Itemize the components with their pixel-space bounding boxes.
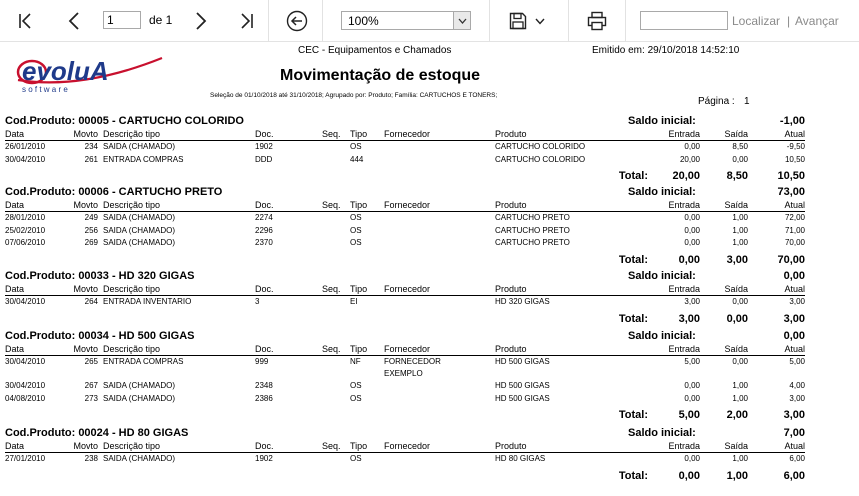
toolbar-separator — [568, 0, 569, 42]
find-link[interactable]: Localizar — [732, 14, 781, 28]
cell-tipo: OS — [350, 225, 362, 235]
cell-entrada: 0,00 — [684, 454, 700, 463]
column-header-entrada: Entrada — [668, 344, 700, 354]
column-header-descricao: Descrição tipo — [103, 129, 161, 139]
cell-descricao: SAIDA (CHAMADO) — [103, 393, 176, 403]
product-group-title: Cod.Produto: 00005 - CARTUCHO COLORIDO — [5, 115, 244, 127]
column-header-entrada: Entrada — [668, 441, 700, 451]
column-header-entrada: Entrada — [668, 284, 700, 294]
header-underline — [5, 295, 805, 296]
cell-saida: 1,00 — [732, 225, 748, 235]
emission-date: Emitido em: 29/10/2018 14:52:10 — [592, 45, 740, 56]
column-header-tipo: Tipo — [350, 441, 368, 451]
cell-saida: 1,00 — [732, 393, 748, 403]
cell-produto: HD 500 GIGAS — [495, 393, 550, 403]
cell-tipo: NF — [350, 357, 361, 366]
saldo-inicial-label: Saldo inicial: — [628, 186, 696, 198]
cell-doc: 1902 — [255, 454, 273, 463]
first-page-icon — [18, 12, 34, 30]
cell-movto: 269 — [84, 238, 98, 247]
cell-entrada: 3,00 — [684, 297, 700, 306]
zoom-select[interactable] — [341, 11, 471, 30]
cell-tipo: OS — [350, 393, 362, 403]
column-header-atual: Atual — [784, 284, 805, 294]
cell-atual: 10,50 — [784, 154, 805, 164]
column-header-tipo: Tipo — [350, 284, 368, 294]
find-next-link[interactable]: Avançar — [795, 14, 839, 28]
column-header-data: Data — [5, 200, 25, 210]
cell-produto: HD 320 GIGAS — [495, 297, 550, 306]
column-header-data: Data — [5, 344, 25, 354]
column-header-seq: Seq. — [322, 344, 341, 354]
column-header-doc: Doc. — [255, 200, 274, 210]
product-group-title: Cod.Produto: 00006 - CARTUCHO PRETO — [5, 186, 223, 198]
column-header-descricao: Descrição tipo — [103, 200, 161, 210]
save-disk-icon — [509, 12, 527, 30]
cell-movto: 249 — [84, 213, 98, 222]
cell-saida: 1,00 — [732, 213, 748, 222]
saldo-inicial-label: Saldo inicial: — [628, 427, 696, 439]
total-label: Total: — [618, 253, 648, 266]
cell-produto: HD 80 GIGAS — [495, 454, 546, 463]
search-input[interactable] — [640, 11, 728, 30]
column-header-fornecedor: Fornecedor — [384, 441, 431, 451]
column-header-descricao: Descrição tipo — [103, 344, 161, 354]
cell-doc: 2348 — [255, 381, 273, 390]
evolua-logo — [12, 50, 172, 96]
cell-doc: 2296 — [255, 225, 273, 235]
cell-entrada: 0,00 — [684, 381, 700, 390]
column-header-produto: Produto — [495, 200, 527, 210]
column-header-produto: Produto — [495, 344, 527, 354]
cell-descricao: ENTRADA COMPRAS — [103, 357, 184, 366]
cell-entrada: 0,00 — [684, 238, 700, 247]
find-separator: | — [787, 14, 791, 28]
column-header-saida: Saída — [724, 441, 748, 451]
cell-produto: CARTUCHO PRETO — [495, 238, 570, 247]
cell-entrada: 0,00 — [684, 393, 700, 403]
column-header-tipo: Tipo — [350, 344, 368, 354]
column-header-fornecedor: Fornecedor — [384, 129, 431, 139]
column-header-entrada: Entrada — [668, 200, 700, 210]
column-header-saida: Saída — [724, 344, 748, 354]
total-atual: 3,00 — [783, 409, 805, 421]
cell-tipo: OS — [350, 142, 362, 151]
cell-atual: 4,00 — [789, 381, 805, 390]
cell-movto: 238 — [84, 454, 98, 463]
cell-tipo: OS — [350, 454, 362, 463]
cell-doc: 2386 — [255, 393, 273, 403]
cell-entrada: 20,00 — [679, 154, 700, 164]
save-button[interactable] — [507, 0, 529, 42]
report-filter: Seleção de 01/10/2018 até 31/10/2018; Agrupado por: Produto; Família: CARTUCHOS E TONERS; — [210, 92, 498, 99]
total-saida: 1,00 — [726, 469, 748, 482]
cell-atual: 71,00 — [784, 225, 805, 235]
column-header-atual: Atual — [784, 344, 805, 354]
total-saida: 0,00 — [726, 312, 748, 325]
total-entrada: 5,00 — [678, 409, 700, 421]
column-header-data: Data — [5, 441, 25, 451]
cell-tipo: EI — [350, 297, 358, 306]
toolbar-separator — [489, 0, 490, 42]
column-header-produto: Produto — [495, 441, 527, 451]
printer-icon — [587, 11, 607, 31]
chevron-left-icon — [68, 12, 80, 30]
cell-atual: 5,00 — [789, 357, 805, 366]
cell-doc: 2370 — [255, 238, 273, 247]
cell-entrada: 0,00 — [684, 225, 700, 235]
cell-data: 30/04/2010 — [5, 154, 46, 164]
cell-produto: HD 500 GIGAS — [495, 357, 550, 366]
cell-descricao: SAIDA (CHAMADO) — [103, 225, 176, 235]
total-atual: 6,00 — [783, 469, 805, 482]
cell-doc: 3 — [255, 297, 260, 306]
total-label: Total: — [618, 170, 648, 182]
cell-doc: 999 — [255, 357, 269, 366]
page-label: Página : — [698, 96, 735, 107]
cell-atual: 72,00 — [784, 213, 805, 222]
cell-descricao: SAIDA (CHAMADO) — [103, 213, 176, 222]
cell-movto: 234 — [84, 142, 98, 151]
back-button[interactable] — [283, 0, 311, 42]
cell-data: 25/02/2010 — [5, 225, 46, 235]
total-entrada: 20,00 — [672, 170, 700, 182]
column-header-entrada: Entrada — [668, 129, 700, 139]
cell-data: 30/04/2010 — [5, 297, 46, 306]
cell-movto: 264 — [84, 297, 98, 306]
saldo-inicial-value: 73,00 — [777, 186, 805, 198]
column-header-fornecedor: Fornecedor — [384, 200, 431, 210]
column-header-tipo: Tipo — [350, 200, 368, 210]
cell-atual: -9,50 — [786, 142, 805, 151]
cell-produto: CARTUCHO PRETO — [495, 225, 570, 235]
column-header-atual: Atual — [784, 441, 805, 451]
cell-saida: 0,00 — [732, 297, 748, 306]
cell-data: 28/01/2010 — [5, 213, 46, 222]
header-underline — [5, 140, 805, 141]
column-header-fornecedor: Fornecedor — [384, 344, 431, 354]
next-page-button[interactable] — [190, 0, 212, 42]
cell-tipo: OS — [350, 213, 362, 222]
saldo-inicial-value: 0,00 — [783, 270, 805, 282]
cell-movto: 273 — [84, 393, 98, 403]
total-atual: 10,50 — [777, 170, 805, 182]
cell-descricao: SAIDA (CHAMADO) — [103, 142, 176, 151]
total-atual: 70,00 — [777, 253, 805, 266]
header-underline — [5, 211, 805, 212]
total-saida: 2,00 — [726, 409, 748, 421]
last-page-icon — [238, 12, 254, 30]
cell-descricao: SAIDA (CHAMADO) — [103, 454, 176, 463]
total-label: Total: — [618, 409, 648, 421]
column-header-produto: Produto — [495, 284, 527, 294]
total-saida: 3,00 — [726, 253, 748, 266]
column-header-descricao: Descrição tipo — [103, 284, 161, 294]
chevron-right-icon — [195, 12, 207, 30]
cell-produto: CARTUCHO COLORIDO — [495, 142, 586, 151]
column-header-atual: Atual — [784, 200, 805, 210]
column-header-fornecedor: Fornecedor — [384, 284, 431, 294]
cell-produto: CARTUCHO COLORIDO — [495, 154, 586, 164]
toolbar-separator — [322, 0, 323, 42]
column-header-movto: Movto — [73, 200, 98, 210]
cell-tipo: OS — [350, 238, 362, 247]
cell-atual: 70,00 — [784, 238, 805, 247]
product-group-title: Cod.Produto: 00034 - HD 500 GIGAS — [5, 330, 195, 342]
print-button[interactable] — [585, 0, 609, 42]
saldo-inicial-label: Saldo inicial: — [628, 270, 696, 282]
report-title: Movimentação de estoque — [280, 67, 481, 84]
cell-data: 04/08/2010 — [5, 393, 46, 403]
first-page-button[interactable] — [14, 0, 38, 42]
cell-fornecedor: FORNECEDOR — [384, 357, 441, 366]
total-atual: 3,00 — [783, 312, 805, 325]
cell-saida: 0,00 — [732, 357, 748, 366]
cell-doc: 2274 — [255, 213, 273, 222]
zoom-dropdown-button[interactable] — [453, 12, 470, 29]
total-label: Total: — [618, 469, 648, 482]
product-group-title: Cod.Produto: 00033 - HD 320 GIGAS — [5, 270, 195, 282]
cell-descricao: SAIDA (CHAMADO) — [103, 381, 176, 390]
back-arrow-circle-icon — [286, 10, 308, 32]
last-page-button[interactable] — [234, 0, 258, 42]
cell-movto: 265 — [84, 357, 98, 366]
cell-saida: 1,00 — [732, 454, 748, 463]
column-header-saida: Saída — [724, 200, 748, 210]
column-header-doc: Doc. — [255, 284, 274, 294]
header-underline — [5, 355, 805, 356]
column-header-movto: Movto — [73, 344, 98, 354]
column-header-doc: Doc. — [255, 441, 274, 451]
column-header-saida: Saída — [724, 284, 748, 294]
cell-produto: CARTUCHO PRETO — [495, 213, 570, 222]
chevron-down-icon — [458, 18, 467, 24]
toolbar-separator — [268, 0, 269, 42]
column-header-seq: Seq. — [322, 129, 341, 139]
zoom-value: 100% — [348, 14, 379, 28]
column-header-seq: Seq. — [322, 284, 341, 294]
cell-entrada: 0,00 — [684, 142, 700, 151]
logo-subtitle: s o f t w a r e — [22, 85, 68, 94]
previous-page-button[interactable] — [63, 0, 85, 42]
cell-produto: HD 500 GIGAS — [495, 381, 550, 390]
cell-descricao: SAIDA (CHAMADO) — [103, 238, 176, 247]
page-number: 1 — [744, 96, 750, 107]
chevron-down-icon — [535, 18, 545, 25]
total-entrada: 0,00 — [678, 253, 700, 266]
column-header-seq: Seq. — [322, 200, 341, 210]
saldo-inicial-label: Saldo inicial: — [628, 330, 696, 342]
cell-descricao: ENTRADA INVENTARIO — [103, 297, 192, 306]
page-number-input[interactable] — [103, 11, 141, 29]
cell-saida: 0,00 — [732, 154, 748, 164]
cell-atual: 3,00 — [789, 393, 805, 403]
header-underline — [5, 452, 805, 453]
column-header-seq: Seq. — [322, 441, 341, 451]
column-header-tipo: Tipo — [350, 129, 368, 139]
cell-doc: DDD — [255, 154, 273, 164]
cell-descricao: ENTRADA COMPRAS — [103, 154, 184, 164]
column-header-doc: Doc. — [255, 129, 274, 139]
cell-data: 30/04/2010 — [5, 357, 46, 366]
company-name: CEC - Equipamentos e Chamados — [298, 45, 452, 56]
cell-entrada: 5,00 — [684, 357, 700, 366]
cell-data: 26/01/2010 — [5, 142, 46, 151]
cell-doc: 1902 — [255, 142, 273, 151]
column-header-doc: Doc. — [255, 344, 274, 354]
column-header-atual: Atual — [784, 129, 805, 139]
column-header-movto: Movto — [73, 129, 98, 139]
toolbar-separator — [625, 0, 626, 42]
total-saida: 8,50 — [726, 170, 748, 182]
cell-data: 27/01/2010 — [5, 454, 46, 463]
column-header-data: Data — [5, 129, 25, 139]
column-header-descricao: Descrição tipo — [103, 441, 161, 451]
saldo-inicial-label: Saldo inicial: — [628, 115, 696, 127]
cell-atual: 6,00 — [789, 454, 805, 463]
column-header-movto: Movto — [73, 284, 98, 294]
save-format-dropdown[interactable] — [533, 0, 547, 42]
cell-movto: 256 — [84, 225, 98, 235]
cell-atual: 3,00 — [789, 297, 805, 306]
report-viewer-toolbar — [0, 0, 859, 42]
page-count-label: de 1 — [149, 13, 173, 27]
cell-tipo: OS — [350, 381, 362, 390]
total-entrada: 0,00 — [678, 469, 700, 482]
cell-movto: 261 — [84, 154, 98, 164]
cell-movto: 267 — [84, 381, 98, 390]
cell-data: 07/06/2010 — [5, 238, 46, 247]
saldo-inicial-value: 7,00 — [783, 427, 805, 439]
cell-saida: 1,00 — [732, 381, 748, 390]
logo-wordmark: evoluA — [22, 56, 109, 86]
cell-entrada: 0,00 — [684, 213, 700, 222]
product-group-title: Cod.Produto: 00024 - HD 80 GIGAS — [5, 427, 189, 439]
column-header-saida: Saída — [724, 129, 748, 139]
total-entrada: 3,00 — [678, 312, 700, 325]
saldo-inicial-value: -1,00 — [779, 115, 805, 127]
column-header-movto: Movto — [73, 441, 98, 451]
total-label: Total: — [618, 312, 648, 325]
cell-tipo: 444 — [350, 154, 364, 164]
column-header-produto: Produto — [495, 129, 527, 139]
cell-saida: 8,50 — [732, 142, 748, 151]
saldo-inicial-value: 0,00 — [783, 330, 805, 342]
cell-fornecedor-continued: EXEMPLO — [384, 368, 423, 378]
cell-saida: 1,00 — [732, 238, 748, 247]
cell-data: 30/04/2010 — [5, 381, 46, 390]
column-header-data: Data — [5, 284, 25, 294]
